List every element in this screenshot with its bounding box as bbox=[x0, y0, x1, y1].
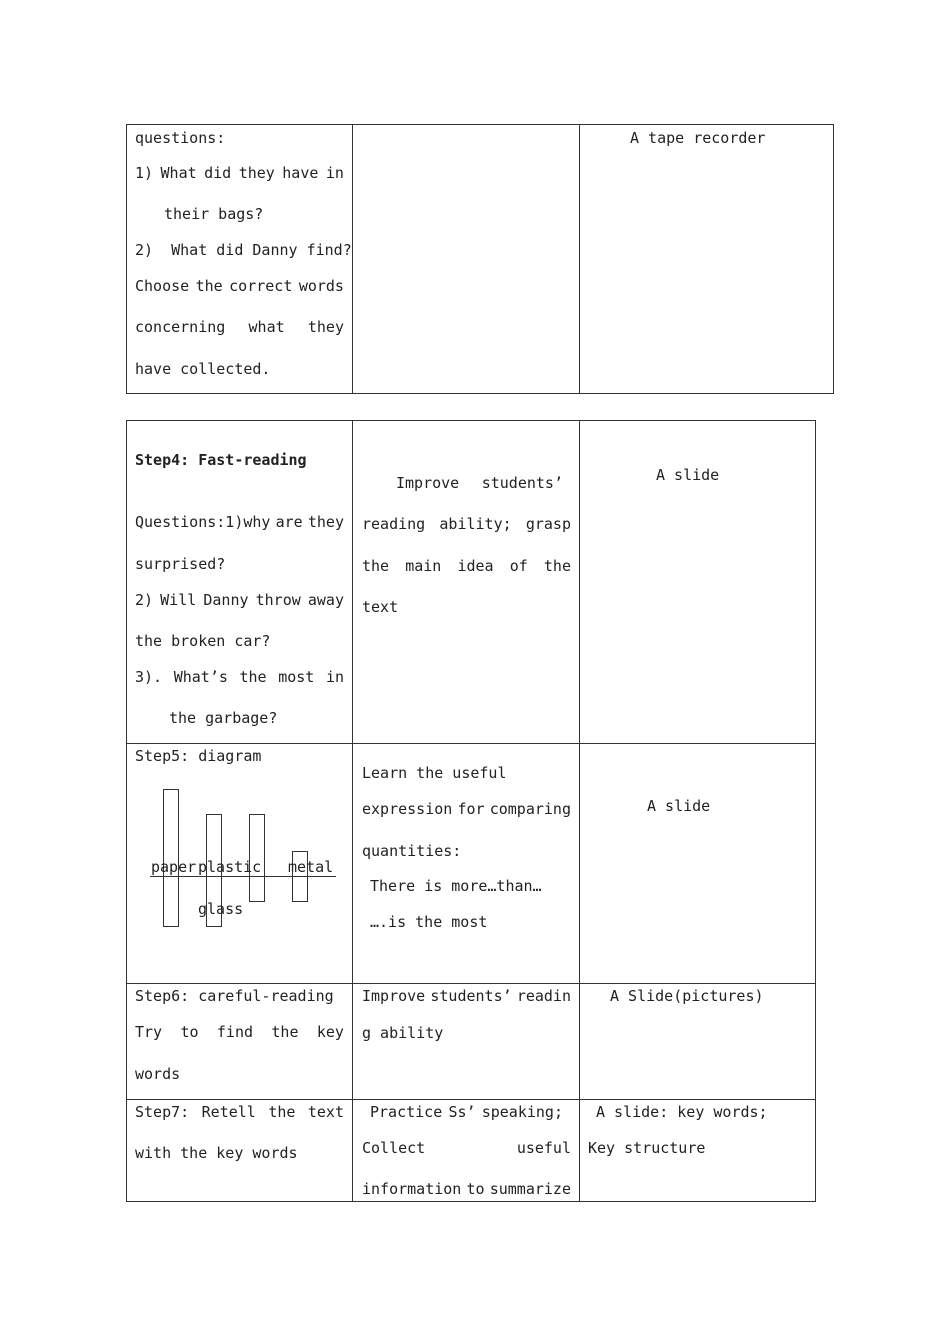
question-2: 2) What did Danny find? bbox=[135, 241, 352, 259]
step4-title: Step4: Fast-reading bbox=[135, 451, 307, 469]
diagram-label-paper: paper bbox=[151, 858, 197, 876]
step4-question-1: Questions:1)why are they bbox=[135, 513, 344, 531]
step5-purpose-3: quantities: bbox=[362, 842, 462, 860]
step7-aid-1: A slide: key words; bbox=[596, 1103, 768, 1121]
step4-question-3: 3). What’s the most in bbox=[135, 668, 344, 686]
step6-purpose-2: g ability bbox=[362, 1024, 444, 1042]
step4-question-1-cont: surprised? bbox=[135, 555, 226, 573]
step5-purpose-5: ….is the most bbox=[370, 913, 488, 931]
diagram-label-plastic: plastic bbox=[198, 858, 262, 876]
step4-purpose-3: the main idea of the bbox=[362, 557, 571, 575]
concerning-line: concerning what they bbox=[135, 318, 344, 336]
step4-purpose-1: Improve students’ bbox=[396, 474, 563, 492]
step5-purpose-1: Learn the useful bbox=[362, 764, 507, 782]
collected-line: have collected. bbox=[135, 360, 271, 378]
step5-title: Step5: diagram bbox=[135, 747, 262, 765]
step5-purpose-2: expression for comparing bbox=[362, 800, 571, 818]
step4-question-3-cont: the garbage? bbox=[169, 709, 278, 727]
step6-line-2: Try to find the key bbox=[135, 1023, 344, 1041]
diagram-label-metal: metal bbox=[288, 858, 334, 876]
step7-aid-2: Key structure bbox=[588, 1139, 706, 1157]
step4-purpose-4: text bbox=[362, 598, 399, 616]
step6-purpose-1: Improve students’ readin bbox=[362, 987, 571, 1005]
step4-purpose-2: reading ability; grasp bbox=[362, 515, 571, 533]
question-1-continued: their bags? bbox=[164, 205, 264, 223]
step4-question-2-cont: the broken car? bbox=[135, 632, 271, 650]
step4-aid: A slide bbox=[656, 466, 720, 484]
step5-purpose-4: There is more…than… bbox=[370, 877, 542, 895]
step6-title: Step6: careful-reading bbox=[135, 987, 334, 1005]
choose-line: Choose the correct words bbox=[135, 277, 344, 295]
step6-line-3: words bbox=[135, 1065, 181, 1083]
question-1: 1) What did they have in bbox=[135, 164, 344, 182]
step7-purpose-1: Practice Ss’ speaking; bbox=[370, 1103, 563, 1121]
step7-line-2: with the key words bbox=[135, 1144, 298, 1162]
step6-aid: A Slide(pictures) bbox=[610, 987, 764, 1005]
step7-purpose-2: Collect useful bbox=[362, 1139, 571, 1157]
diagram-label-glass: glass bbox=[198, 900, 244, 918]
questions-heading: questions: bbox=[135, 129, 226, 147]
step4-question-2: 2) Will Danny throw away bbox=[135, 591, 344, 609]
step7-purpose-3: information to summarize bbox=[362, 1180, 571, 1198]
step5-aid: A slide bbox=[647, 797, 711, 815]
teaching-aid-tape: A tape recorder bbox=[630, 129, 766, 147]
step7-title: Step7: Retell the text bbox=[135, 1103, 344, 1121]
